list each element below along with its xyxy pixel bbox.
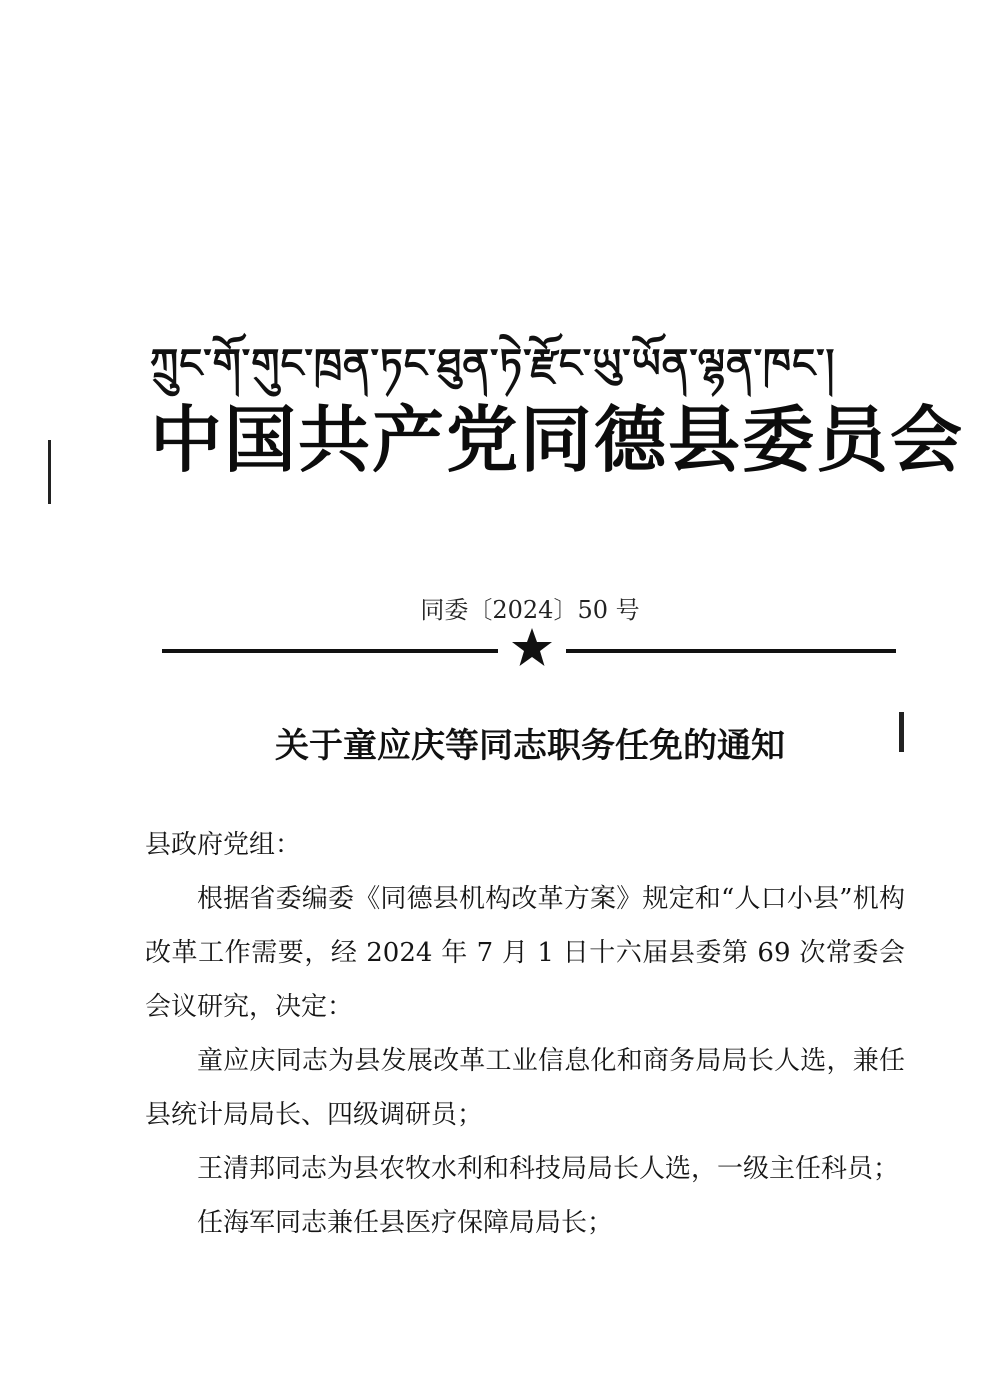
header-rule-left — [162, 649, 498, 653]
paragraph: 童应庆同志为县发展改革工业信息化和商务局局长人选，兼任县统计局局长、四级调研员； — [145, 1046, 905, 1130]
chinese-header-title: 中国共产党同德县委员会 — [150, 397, 965, 482]
scan-mark — [48, 440, 51, 504]
tibetan-header-title: ཀྲུང་གོ་གུང་ཁྲན་ཏང་ཐུན་ཏེ་རྫོང་ཡུ་ཡོན་ལྷན་ཁང་། — [150, 341, 836, 387]
salutation: 县政府党组： — [145, 830, 302, 860]
paragraph: 任海军同志兼任县医疗保障局局长； — [197, 1208, 614, 1238]
paragraph: 根据省委编委《同德县机构改革方案》规定和“人口小县”机构改革工作需要，经 2024 年 7 月 1 日十六届县委第 69 次常委会会议研究，决定： — [145, 884, 905, 1022]
notice-body — [145, 818, 905, 1250]
paragraph: 王清邦同志为县农牧水利和科技局局长人选，一级主任科员； — [197, 1154, 900, 1184]
header-rule-right — [566, 649, 896, 653]
document-number: 同委〔2024〕50 号 — [420, 596, 640, 624]
notice-title: 关于童应庆等同志职务任免的通知 — [275, 726, 785, 766]
star-icon — [510, 626, 554, 670]
